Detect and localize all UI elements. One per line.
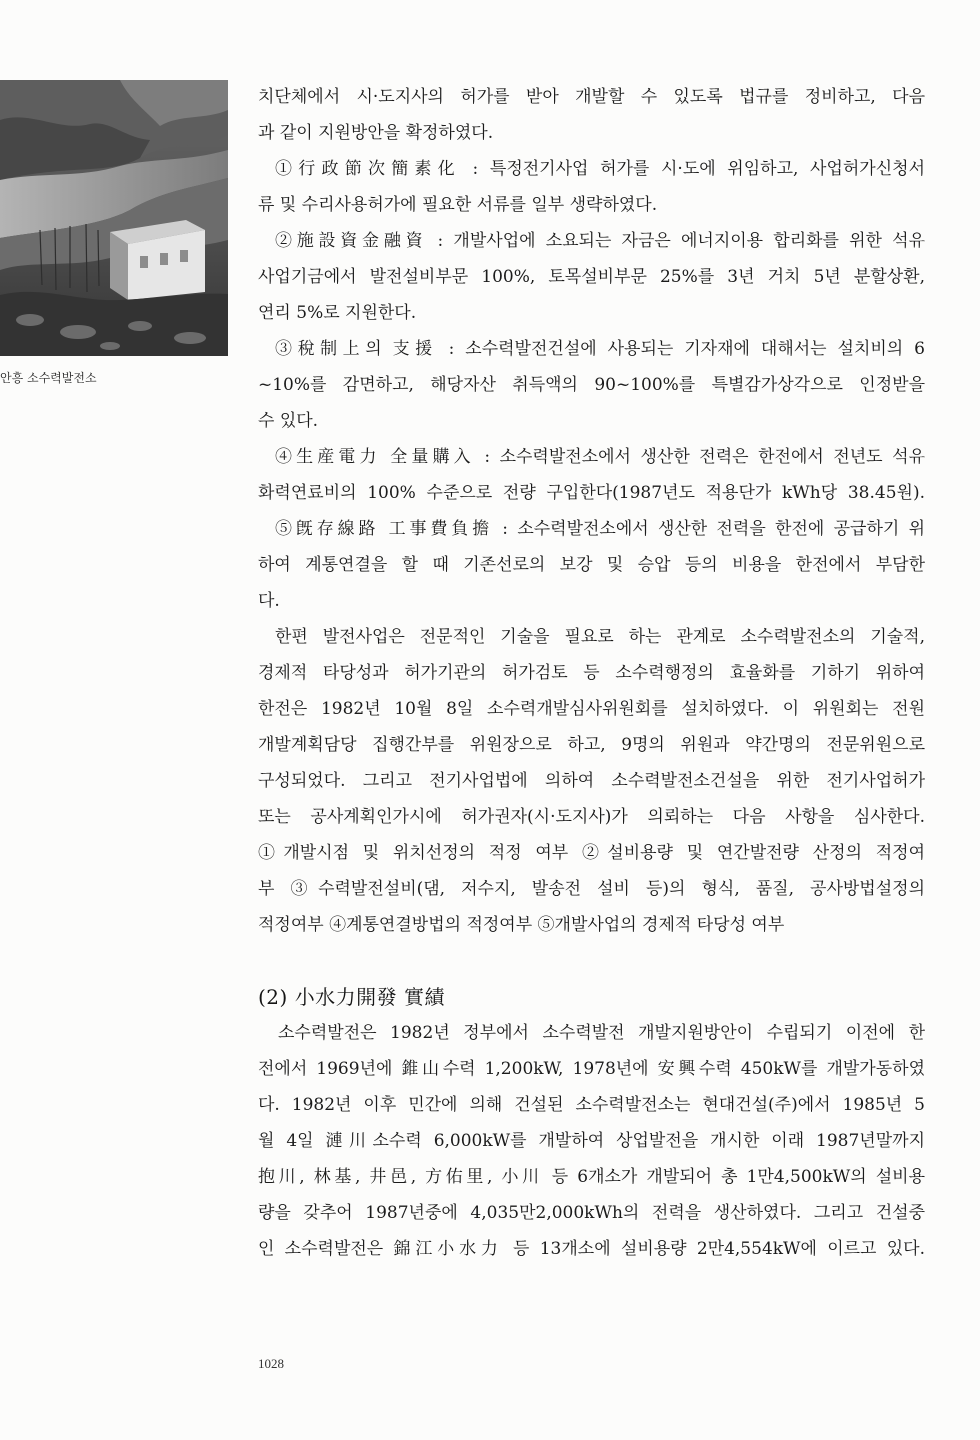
body-line: ④生産電力 全量購入 : 소수력발전소에서 생산한 전력은 한전에서 전년도 석유 bbox=[275, 447, 925, 467]
body-line: 또는 공사계획인가시에 허가권자(시·도지사)가 의뢰하는 다음 사항을 심사한다. bbox=[258, 807, 925, 827]
body-line: ③稅制上의 支援 : 소수력발전건설에 사용되는 기자재에 대해서는 설치비의 6 bbox=[275, 339, 925, 359]
paragraph bbox=[258, 223, 925, 331]
body-line: 다. bbox=[258, 591, 280, 611]
body-line: 소수력발전은 1982년 정부에서 소수력발전 개발지원방안이 수립되기 이전에 한 bbox=[278, 1023, 925, 1043]
body-line: 월 4일 漣川소수력 6,000kW를 개발하여 상업발전을 개시한 이래 1987년말까지 bbox=[258, 1131, 925, 1151]
body-line: 적정여부 ④계통연결방법의 적정여부 ⑤개발사업의 경제적 타당성 여부 bbox=[258, 915, 785, 935]
body-line: 수 있다. bbox=[258, 411, 319, 431]
body-line: 연리 5%로 지원한다. bbox=[258, 303, 417, 323]
body-line: 류 및 수리사용허가에 필요한 서류를 일부 생략하였다. bbox=[258, 195, 658, 215]
body-line: 전에서 1969년에 錐山수력 1,200kW, 1978년에 安興수력 450kW를 개발가동하였 bbox=[258, 1059, 925, 1079]
body-line: 량을 갖추어 1987년중에 4,035만2,000kWh의 전력을 생산하였다. 그리고 건설중 bbox=[258, 1203, 925, 1223]
paragraph bbox=[258, 511, 925, 619]
body-line: 한전은 1982년 10월 8일 소수력개발심사위원회를 설치하였다. 이 위원회는 전원 bbox=[258, 699, 925, 719]
body-line: ②施設資金融資 : 개발사업에 소요되는 자금은 에너지이용 합리화를 위한 석유 bbox=[275, 231, 925, 251]
body-line: 抱川, 林基, 井邑, 方佑里, 小川 등 6개소가 개발되어 총 1만4,500kW의 설비용 bbox=[258, 1167, 925, 1187]
body-line: 부 ③수력발전설비(댐, 저수지, 발송전 설비 등)의 형식, 품질, 공사방법설정의 bbox=[258, 879, 925, 899]
body-line: 치단체에서 시·도지사의 허가를 받아 개발할 수 있도록 법규를 정비하고, 다음 bbox=[258, 87, 925, 107]
body-line: 화력연료비의 100% 수준으로 전량 구입한다(1987년도 적용단가 kWh당 38.45원). bbox=[258, 483, 925, 503]
body-line: 구성되었다. 그리고 전기사업법에 의하여 소수력발전소건설을 위한 전기사업허가 bbox=[258, 771, 925, 791]
paragraph bbox=[258, 619, 925, 943]
body-line: 인 소수력발전은 錦江小水力 등 13개소에 설비용량 2만4,554kW에 이르고 있다. bbox=[258, 1239, 925, 1259]
body-line: ①行政節次簡素化 : 특정전기사업 허가를 시·도에 위임하고, 사업허가신청서 bbox=[275, 159, 925, 179]
photo-caption: 안흥 소수력발전소 bbox=[0, 371, 97, 385]
body-line: ①개발시점 및 위치선정의 적정 여부 ②설비용량 및 연간발전량 산정의 적정여 bbox=[258, 843, 925, 863]
paragraph bbox=[258, 79, 925, 151]
body-line: 하여 계통연결을 할 때 기존선로의 보강 및 승압 등의 비용을 한전에서 부담한 bbox=[258, 555, 925, 575]
body-line: 다. 1982년 이후 민간에 의해 건설된 소수력발전소는 현대건설(주)에서 1985년 5 bbox=[258, 1095, 925, 1115]
body-line: ⑤旣存線路 工事費負擔 : 소수력발전소에서 생산한 전력을 한전에 공급하기 위 bbox=[275, 519, 925, 539]
power-plant-photo bbox=[0, 80, 228, 356]
body-line: 사업기금에서 발전설비부문 100%, 토목설비부문 25%를 3년 거치 5년 분할상환, bbox=[258, 267, 925, 287]
paragraph bbox=[258, 1015, 925, 1267]
main-text bbox=[258, 79, 925, 1267]
body-line: 과 같이 지원방안을 확정하였다. bbox=[258, 123, 494, 143]
section-heading: (2) 小水力開發 實績 bbox=[258, 985, 446, 1009]
body-line: 개발계획담당 집행간부를 위원장으로 하고, 9명의 위원과 약간명의 전문위원으로 bbox=[258, 735, 925, 755]
paragraph bbox=[258, 439, 925, 511]
page-number: 1028 bbox=[258, 1356, 284, 1371]
paragraph bbox=[258, 331, 925, 439]
body-line: ~10%를 감면하고, 해당자산 취득액의 90~100%를 특별감가상각으로 인정받을 bbox=[258, 375, 925, 395]
body-line: 경제적 타당성과 허가기관의 허가검토 등 소수력행정의 효율화를 기하기 위하여 bbox=[258, 663, 925, 683]
body-line: 한편 발전사업은 전문적인 기술을 필요로 하는 관계로 소수력발전소의 기술적, bbox=[275, 627, 925, 647]
paragraph bbox=[258, 151, 925, 223]
